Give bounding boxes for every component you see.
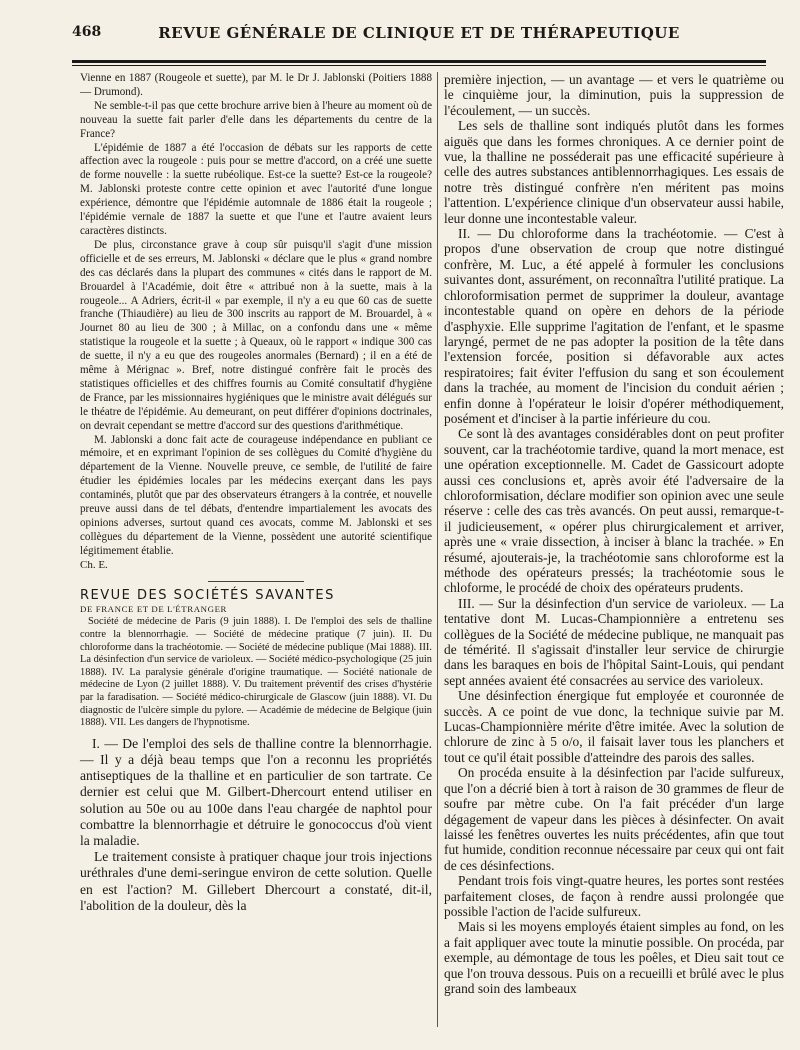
column-divider (437, 72, 438, 1027)
section-subtitle: DE FRANCE ET DE L'ÉTRANGER (80, 603, 228, 614)
section-title: REVUE DES SOCIÉTÉS SAVANTES (80, 587, 335, 603)
paragraph: Le traitement consiste à pratiquer chaque jour trois injections uréthrales d'une demi-seringue environ de cette solution. Quelle en est l'action? M. Gillebert Dhercourt a constaté, dit-il, l'abolition de la douleur, dès la (80, 849, 432, 913)
section-divider (208, 581, 304, 582)
running-title: REVUE GÉNÉRALE DE CLINIQUE ET DE THÉRAPEUTIQUE (158, 24, 680, 42)
header-rule-thin (72, 65, 766, 66)
paragraph: Mais si les moyens employés étaient simples au fond, on les a fait appliquer avec toute la minutie possible. On procéda, par exemple, au démontage de tous les poêles, et Dieu sait tout ce que l'on trouva dessous. Puis on a recueilli et brûlé avec le plus grand soin des lambeaux (444, 919, 784, 996)
paragraph: I. — De l'emploi des sels de thalline contre la blennorrhagie. — Il y a déjà beau temps que l'on a reconnu les propriétés antiseptiques de la thalline et en particulier de son tartrate. Ce dernier est celui que M. Gilbert-Dhercourt entend utiliser en solution au 50e ou au 100e dans l'eau chargée de naphtol pour combattre la blennorrhagie et détruire le gonococcus d'où vient la maladie. (80, 735, 432, 848)
paragraph: II. — Du chloroforme dans la trachéotomie. — C'est à propos d'une observation de croup que notre distingué confrère, M. Luc, a été appelé à formuler les conclusions suivantes dont, assurément, on reconnaîtra l'utilité pratique. La chloroformisation permet de supprimer la douleur, avantage incontestable quand on opère en dehors de la période d'asphyxie. Elle supprime l'agitation de l'enfant, et le spasme laryngé, permet de ne pas adopter la position de la tête dans l'extension forcée, position si défavorable aux actes respiratoires; fait éviter l'effusion du sang et son écoulement dans la trachée, au moment de l'incision du conduit aérien ; enfin donne à l'opérateur le loisir d'opérer méthodiquement, posément et d'inciser à la partie inférieure du cou. (444, 226, 784, 426)
paragraph: M. Jablonski a donc fait acte de courageuse indépendance en publiant ce mémoire, et en exprimant l'opinion de ses collègues du Comité d'hygiène du département de la Vienne. Nouvelle preuve, ce semble, de l'utilité de faire étudier les épidémies locales par les médecins exerçant dans les pays contaminés, plutôt que par des observateurs étrangers à la contrée, et nouvelle preuve aussi dans de tel débats, d'entendre impartialement les avocats des opinions adverses, surtout quand ces avocats, comme M. Jablonski et ses collègues du département de la Vienne, possèdent une autorité scientifique légitimement établie. (80, 433, 432, 557)
review-heading-paragraph: Vienne en 1887 (Rougeole et suette), par M. le Dr J. Jablonski (Poitiers 1888 — Drumond). (80, 72, 432, 98)
paragraph: Pendant trois fois vingt-quatre heures, les portes sont restées parfaitement closes, de façon à rendre aussi prolongée que possible l'action de l'acide sulfureux. (444, 873, 784, 919)
paragraph: première injection, — un avantage — et vers le quatrième ou le cinquième jour, la diminution, puis la suppression de l'écoulement, — un succès. (444, 72, 784, 118)
signature: Ch. E. (80, 558, 108, 571)
header-rule-thick (72, 60, 766, 63)
page-number: 468 (72, 24, 102, 40)
running-header (72, 24, 766, 44)
paragraph: III. — Sur la désinfection d'un service de varioleux. — La tentative dont M. Lucas-Championnière a entretenu ses collègues de la Société de médecine publique, ne manquait pas de témérité. Il s'agissait d'installer leur service de chirurgie dans les baraques en bois de l'hôpital Saint-Louis, qui pendant sept années avaient été consacrées au service des varioleux. (444, 595, 784, 688)
left-column (80, 72, 432, 914)
article-one (80, 736, 432, 914)
section-summary (80, 616, 432, 729)
paragraph: Une désinfection énergique fut employée et couronnée de succès. A ce point de vue donc, la technique suivie par M. Lucas-Championnière mérite d'être imitée. Avec la solution de chlorure de zinc à 5 o/o, il faisait laver tous les planchers et tout ce qu'il était possible d'atteindre des parois des salles. (444, 688, 784, 765)
paragraph: L'épidémie de 1887 a été l'occasion de débats sur les rapports de cette affection avec la rougeole : puis pour se mettre d'accord, on a créé une suette de forme nouvelle : la suette rubéolique. Est-ce la suette? Est-ce la rougeole? M. Jablonski proteste contre cette opinion et avec l'autorité d'une longue expérience, démontre que l'épidémie automnale de 1886 était la rougeole ; l'épidémie vernale de 1887 la suette et que l'une et l'autre avaient leurs caractères distincts. (80, 141, 432, 237)
paragraph: Les sels de thalline sont indiqués plutôt dans les formes aiguës que dans les formes chroniques. A ce dernier point de vue, la thalline ne posséderait pas une efficacité supérieure à celle des autres substances antiblennorrhagiques. Les essais de notre très distingué confrère n'en méritent pas moins l'attention. L'expérience clinique d'un observateur aussi habile, leur donne une incontestable valeur. (444, 118, 784, 226)
paragraph: De plus, circonstance grave à coup sûr puisqu'il s'agit d'une mission officielle et de ses erreurs, M. Jablonski « déclare que le plus « grand nombre des cas déclarés dans la plupart des communes « cités dans le rapport de M. Brouardel à l'Académie, doit être « attribué non à la suette, mais à la rougeole... A Adriers, écrit-il « par exemple, il n'y a eu que 60 cas de suette franche (Thiaudière) au lieu de 300 inscrits au rapport de M. Brouardel, à « Journet 80 au lieu de 300 ; à Millac, on a confondu dans une « même statistique la rougeole et la suette ; à Queaux, où le rapport « indique 300 cas de suette, il n'y a eu que des rougeoles anormales (Bernard) ; il en a été de même à Mérignac ». Bref, notre distingué confrère fait le procès des statistiques officielles et des chiffres fournis au Comité consultatif d'hygiène de France, par les missionnaires hygiéniques que le ministre avait délégués sur le théatre de l'épidémie. Au demeurant, on peut différer d'opinions doctrinales, on devrait cependant se mettre d'accord sur des questions d'arithmétique. (80, 238, 432, 432)
paragraph: Ce sont là des avantages considérables dont on peut profiter souvent, car la trachéotomie tardive, quand la mort menace, est une opération exceptionnelle. M. Cadet de Gassicourt adopte aussi ces conclusions et, après avoir été l'adversaire de la chloroformisation, déclare modifier son opinion avec une seule réserve : celle des cas très avancés. On peut aussi, remarque-t-il judicieusement, « opérer plus chirurgicalement et arriver, après une « vraie dissection, à inciser à blanc la trachée. » En résumé, ajouterais-je, la trachéotomie sans chloroforme est la méthode des opérateurs pressés; la trachéotomie sous le chloforme, le procédé de choix des opérateurs prudents. (444, 426, 784, 596)
paragraph: Ne semble-t-il pas que cette brochure arrive bien à l'heure au moment où de nouveau la suette fait parler d'elle dans les départements du centre de la France? (80, 99, 432, 140)
right-column (444, 72, 784, 996)
summary-paragraph: Société de médecine de Paris (9 juin 1888). I. De l'emploi des sels de thalline contre la blennorrhagie. — Société de médecine pratique (7 juin). II. Du chloroforme dans la trachéotomie. — Société de médecine publique (Mai 1888). III. La désinfection d'un service de varioleux. — Société médico-psychologique (25 juin 1888). IV. La paralysie générale d'origine traumatique. — Société nationale de médecine de Lyon (2 juillet 1888). V. Du traitement préventif des crises d'hystérie par la faradisation. — Société médico-chirurgicale de Glascow (juin 1888). VI. Du diagnostic de l'ulcère simple du pylore. — Académie de médecine de Belgique (juin 1888). VII. Les dangers de l'hypnotisme. (80, 616, 432, 729)
paragraph: On procéda ensuite à la désinfection par l'acide sulfureux, que l'on a décrié bien à tort à raison de 30 grammes de fleur de soufre par mètre cube. On l'a fait précéder d'un large dégagement de vapeur dans les pièces à désinfecter. On avait laissé les fenêtres ouvertes les nuits précédentes, afin que tout fut humide, condition reconnue nécessaire par ceux qui ont fait de ces désinfections. (444, 765, 784, 873)
